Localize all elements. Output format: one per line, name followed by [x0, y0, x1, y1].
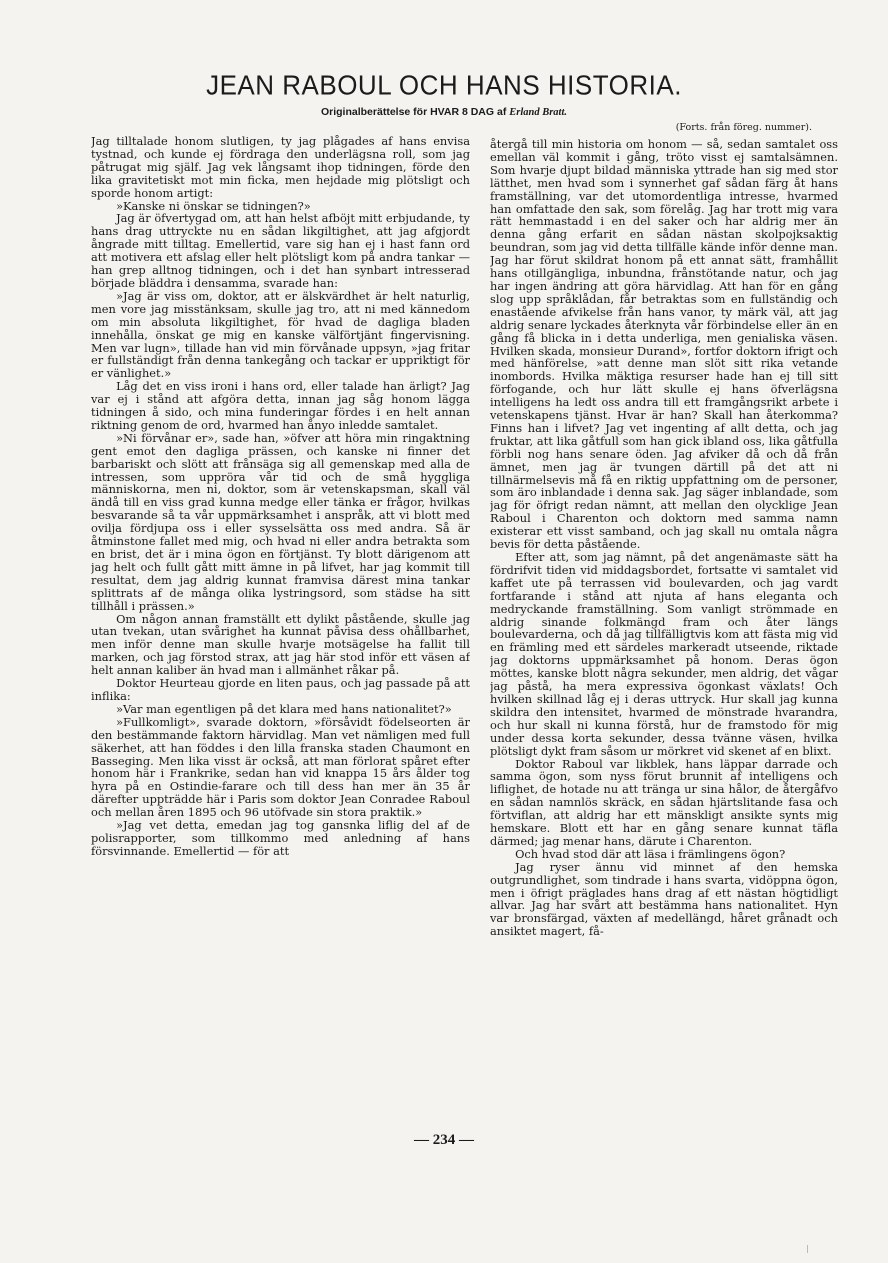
- paragraph: »Kanske ni önskar se tidningen?»: [116, 198, 311, 213]
- paragraph: Doktor Raboul var likblek, hans läppar darrade och samma ögon, som nyss förut brunnit af intelligens och liflighet, de hotade nu att tränga ur sina hålor, de återgåfvo en sådan namnlös skräck, en sådan hjärtslitande fasa och förtviflan, att aldrig har ett mänskligt ansikte synts mig hemskare. Blott ett har en gång senare kunnat täfla därmed; jag menar hans, därute i Charenton.: [490, 756, 838, 848]
- paragraph: Doktor Heurteau gjorde en liten paus, och jag passade på att inflika:: [91, 676, 470, 703]
- author-name: Erland Bratt.: [509, 107, 568, 118]
- paragraph: »Var man egentligen på det klara med hans nationalitet?»: [116, 701, 452, 716]
- paragraph: Låg det en viss ironi i hans ord, eller talade han ärligt? Jag var ej i stånd att afgöra detta, innan jag såg honom lägga tidningen å sido, och mina funderingar fördes i en helt annan riktning genom de ord, hvarmed han ånyo inledde samtalet.: [91, 379, 470, 432]
- right-column: [490, 138, 838, 1238]
- article-title: JEAN RABOUL OCH HANS HISTORIA.: [206, 69, 682, 101]
- paragraph: Om någon annan framställt ett dylikt påstående, skulle jag utan tvekan, utan svårighet ha kunnat påvisa dess ohållbarhet, men inför denne man skulle hvarje motsägelse ha fallit till marken, och jag förstod strax, att jag här stod inför ett väsen af helt annan kaliber än hvad man i allmänhet råkar på.: [91, 611, 470, 678]
- continued-note: (Forts. från föreg. nummer).: [675, 122, 812, 133]
- paragraph: Och hvad stod där att läsa i främlingens ögon?: [515, 846, 786, 861]
- left-column: [91, 135, 470, 1235]
- paragraph: »Jag vet detta, emedan jag tog gansnka liflig del af de polisrapporter, som tillkommo med anledning af hans försvinnande. Emellertid — för att: [91, 818, 470, 858]
- byline: [0, 106, 888, 118]
- paragraph: Jag är öfvertygad om, att han helst afböjt mitt erbjudande, ty hans drag uttryckte nu en sådan likgiltighet, att jag afgjordt ångrade mitt tilltag. Emellertid, vare sig han ej i hast fann ord att motivera ett afslag eller helt plötsligt kom på andra tankar — han grep alltnog tidningen, och i det han synbart intresserad började bläddra i densamma, svarade han:: [91, 211, 470, 290]
- page-number: — 234 —: [414, 1132, 474, 1148]
- paragraph: Efter att, som jag nämnt, på det angenämaste sätt ha fördrifvit tiden vid middagsbordet, fortsatte vi samtalet vid kaffet ute på terrassen vid boulevarden, och jag vardt fortfarande i stånd att njuta af hans eleganta och medryckande framställning. Som vanligt strömmade en aldrig sinande folkmängd fram och åter längs boulevarderna, och då jag tillfälligtvis kom att fästa mig vid en främling med ett särdeles markeradt utseende, riktade jag doktorns uppmärksamhet på honom. Deras ögon möttes, kanske blott några sekunder, men aldrig, det vågar jag påstå, ha mera expressiva ögonkast växlats! Och hvilken skillnad låg ej i deras uttryck. Hur skall jag kunna skildra den intensitet, hvarmed de mönstrade hvarandra, och hur skall ni kunna förstå, hur de framstodo för mig under dessa korta sekunder, dessa tvänne väsen, hvilka plötsligt dykt fram såsom ur mörkret vid skenet af en blixt.: [490, 550, 838, 758]
- paragraph: Jag tilltalade honom slutligen, ty jag plågades af hans envisa tystnad, och kunde ej fördraga den underlägsna roll, som jag påtrugat mig själf. Jag vek långsamt ihop tidningen, förde den lika gravitetiskt mot min ficka, men hejdade mig plötsligt och sporde honom artigt:: [91, 135, 470, 200]
- paragraph: återgå till min historia om honom — så, sedan samtalet oss emellan väl kommit i gång, tröto visst ej samtalsämnen. Som hvarje djupt bildad människa yttrade han sig med stor lätthet, men hvad som i synnerhet gaf sådan färg åt hans framställning, var det utomordentliga intresse, hvarmed han omfattade den sak, som förelåg. Jag har trott mig vara rätt hemmastadd i en del saker och har aldrig mer än denna gång erfarit en sådan nästan skolpojksaktig beundran, som jag vid detta tillfälle kände inför denne man. Jag har förut skildrat honom på ett annat sätt, framhållit hans otillgängliga, inbundna, frånstötande natur, och jag har ingen ändring att göra härvidlag. Att han för en gång slog upp språklådan, får betraktas som en fullständig och enastående afvikelse från hans vanor, ty märk väl, att jag aldrig senare lyckades återknyta vår förbindelse eller än en gång få blicka in i detta underliga, men genialiska väsen. Hvilken skada, monsieur Durand», fortfor doktorn ifrigt och med hänförelse, »att denne man slöt sitt rika vetande inombords. Hvilka mäktiga resurser hade han ej till sitt förfogande, och hur lätt skulle ej hans öfverlägsna intelligens ha ledt oss andra till ett framgångsrikt arbete i vetenskapens tjänst. Hvar är han? Skall han återkomma? Finns han i lifvet? Jag vet ingenting af allt detta, och jag fruktar, att lika gåtfull som han gick ibland oss, lika gåtfulla förbli nog hans senare öden. Jag afviker då och då från ämnet, men jag är tvungen därtill på det att ni tillnärmelsevis må få en riktig uppfattning om de personer, som äro inblandade i denna sak. Jag säger inblandade, som jag för öfrigt redan nämnt, att mellan den olycklige Jean Raboul i Charenton och doktorn med samma namn existerar ett visst samband, och jag skall nu omtala några bevis för detta påstående.: [490, 138, 838, 552]
- paragraph: Jag ryser ännu vid minnet af den hemska outgrundlighet, som tindrade i hans svarta, vidöppna ögon, men i öfrigt präglades hans drag af ett nästan högtidligt allvar. Jag har svårt att bestämma hans nationalitet. Hyn var bronsfärgad, växten af medellängd, håret grånadt och ansiktet magert, få-: [490, 859, 838, 939]
- paragraph: »Jag är viss om, doktor, att er älskvärdhet är helt naturlig, men vore jag misstänksam, skulle jag tro, att ni med kännedom om min absoluta likgiltighet, för hvad de dagliga bladen innehålla, önskat ge mig en kanske välförtjänt fingervisning. Men var lugn», tillade han vid min förvånade uppsyn, »jag fritar er fullständigt från denna tankegång och tackar er uppriktigt för er vänlighet.»: [91, 288, 470, 381]
- scan-mark: [807, 1245, 808, 1253]
- paragraph: »Ni förvånar er», sade han, »öfver att höra min ringaktning gent emot den dagliga prässen, och kanske ni finner det barbariskt och slött att frånsäga sig all gemenskap med alla de intressen, som uppröra vår tid och de små hyggliga människorna, men ni, doktor, som är vetenskapsman, skall väl ändå till en viss grad kunna medge eller tänka er frågor, hvilkas besvarande så ta vår uppmärksamhet i anspråk, att vi blott med ovilja fördjupa oss i eller sysselsätta oss med andra. Så är åtminstone fallet med mig, och hvad ni eller andra betrakta som en brist, det är i mina ögon en förtjänst. Ty blott därigenom att jag helt och fullt gått mitt ämne in på lifvet, har jag kommit till resultat, dem jag aldrig kunnat framvisa därest mina tankar splittrats af de många olika lystringsord, som städse ha sitt tillhåll i prässen.»: [91, 430, 470, 613]
- byline-prefix: Originalberättelse för HVAR 8 DAG af: [320, 106, 507, 118]
- paragraph: »Fullkomligt», svarade doktorn, »försåvidt födelseorten är den bestämmande faktorn härvidlag. Man vet nämligen med full säkerhet, att han föddes i den lilla franska staden Chaumont en Basseging. Men lika visst är också, att man förlorat spåret efter honom här i Frankrike, sedan han vid knappa 15 års ålder tog hyra på en Ostindie-farare och till dess han mer än 35 år därefter uppträdde här i Paris som doktor Jean Conradee Raboul och mellan åren 1895 och 96 utöfvade sin stora praktik.»: [91, 714, 470, 820]
